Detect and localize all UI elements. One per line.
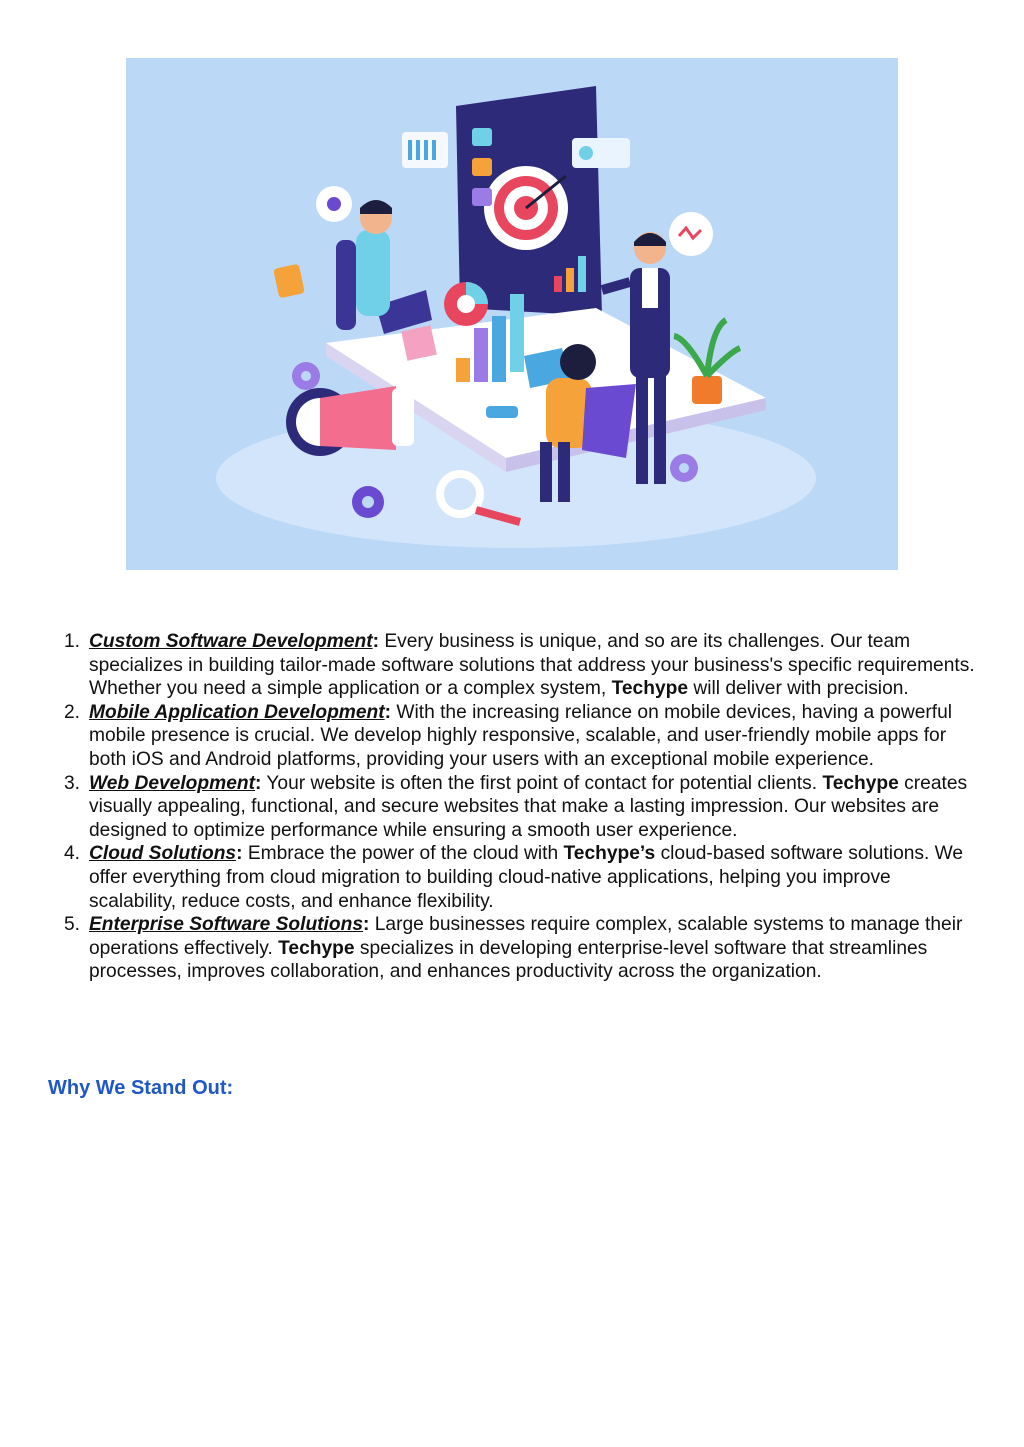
service-title: Cloud Solutions bbox=[89, 843, 237, 865]
service-item bbox=[52, 913, 982, 984]
service-description-end: will deliver with precision. bbox=[688, 678, 909, 700]
title-colon: : bbox=[236, 843, 243, 865]
service-description: Every business is unique, and so are its challenges. Our team specializes in building tailor-made software solutions that address your business's specific requirements. Whether you need a simple application or a complex system, bbox=[89, 631, 975, 700]
brand-name: Techype bbox=[278, 937, 355, 959]
service-description-end: specializes in developing enterprise-level software that streamlines processes, improves collaboration, and enhances productivity across the organization. bbox=[89, 937, 928, 983]
service-description: With the increasing reliance on mobile devices, having a powerful mobile presence is crucial. We develop highly responsive, scalable, and user-friendly mobile apps for both iOS and Android platforms, providing your users with an exceptional mobile experience. bbox=[89, 701, 953, 770]
brand-name: Techype bbox=[611, 678, 689, 700]
service-item bbox=[52, 630, 982, 701]
service-item bbox=[52, 842, 982, 913]
team-collaboration-illustration bbox=[126, 58, 898, 570]
brand-name: Techype’s bbox=[563, 843, 656, 865]
section-heading: Why We Stand Out: bbox=[48, 1077, 234, 1099]
service-title: Web Development bbox=[89, 772, 255, 794]
service-description: Embrace the power of the cloud with bbox=[242, 843, 564, 865]
item-number: 1. bbox=[63, 631, 80, 652]
item-number: 5. bbox=[63, 914, 80, 936]
title-colon: : bbox=[254, 772, 262, 794]
service-item bbox=[52, 701, 982, 772]
title-colon: : bbox=[384, 701, 392, 723]
hero-illustration bbox=[126, 58, 898, 570]
brand-name: Techype bbox=[822, 772, 899, 794]
item-number: 4. bbox=[63, 843, 80, 865]
item-number: 2. bbox=[63, 701, 80, 723]
service-description-end: cloud-based software solutions. We offer everything from cloud migration to building cloud-native applications, helping you improve scalability, reduce costs, and enhance flexibility. bbox=[89, 843, 964, 912]
title-colon: : bbox=[363, 914, 370, 936]
services-list bbox=[52, 630, 982, 984]
item-number: 3. bbox=[63, 772, 80, 794]
service-item bbox=[52, 772, 982, 843]
service-description: Your website is often the first point of contact for potential clients. bbox=[261, 772, 823, 794]
title-colon: : bbox=[372, 631, 379, 652]
service-title: Custom Software Development bbox=[89, 631, 373, 652]
service-description: Large businesses require complex, scalable systems to manage their operations effectively. bbox=[89, 914, 963, 959]
service-description-end: creates visually appealing, functional, and secure websites that make a lasting impression. Our websites are designed to optimize performance while ensuring a smooth user experience. bbox=[89, 772, 968, 841]
service-title: Enterprise Software Solutions bbox=[89, 914, 364, 936]
service-title: Mobile Application Development bbox=[89, 701, 385, 723]
